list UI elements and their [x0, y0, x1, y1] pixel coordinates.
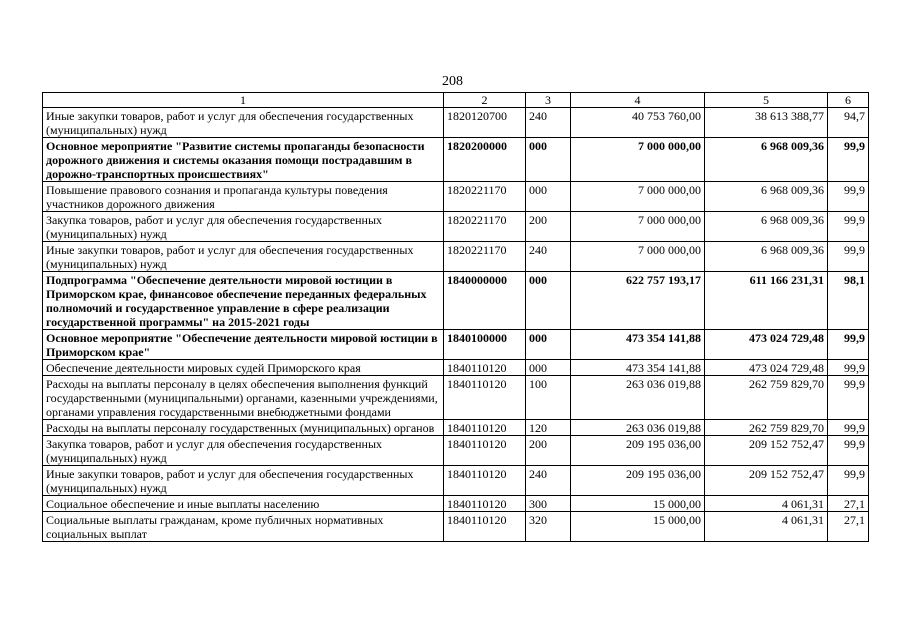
table-row — [43, 272, 869, 330]
row-target-code: 1820221170 — [444, 242, 526, 272]
row-target-code: 1840110120 — [444, 436, 526, 466]
row-expense-type: 200 — [526, 212, 571, 242]
row-execution-percent: 99,9 — [828, 436, 869, 466]
row-target-code: 1820120700 — [444, 108, 526, 138]
row-expense-type: 200 — [526, 436, 571, 466]
table-row — [43, 376, 869, 420]
row-execution-percent: 99,9 — [828, 330, 869, 360]
row-execution-percent: 99,9 — [828, 360, 869, 376]
row-description: Социальное обеспечение и иные выплаты населению — [43, 496, 444, 512]
column-header: 5 — [705, 93, 828, 108]
row-target-code: 1840110120 — [444, 420, 526, 436]
row-description: Обеспечение деятельности мировых судей Приморского края — [43, 360, 444, 376]
row-actual-amount: 4 061,31 — [705, 496, 828, 512]
row-expense-type: 100 — [526, 376, 571, 420]
budget-table — [42, 92, 869, 542]
row-actual-amount: 209 152 752,47 — [705, 466, 828, 496]
table-header — [43, 93, 869, 108]
table-row — [43, 108, 869, 138]
row-planned-amount: 7 000 000,00 — [571, 182, 705, 212]
column-header: 1 — [43, 93, 444, 108]
row-planned-amount: 622 757 193,17 — [571, 272, 705, 330]
header-row — [43, 93, 869, 108]
row-description: Иные закупки товаров, работ и услуг для обеспечения государственных (муниципальных) нужд — [43, 242, 444, 272]
table-body — [43, 108, 869, 542]
column-header: 3 — [526, 93, 571, 108]
row-execution-percent: 99,9 — [828, 376, 869, 420]
row-execution-percent: 99,9 — [828, 212, 869, 242]
column-header: 4 — [571, 93, 705, 108]
row-actual-amount: 473 024 729,48 — [705, 330, 828, 360]
row-execution-percent: 99,9 — [828, 182, 869, 212]
row-expense-type: 120 — [526, 420, 571, 436]
row-actual-amount: 473 024 729,48 — [705, 360, 828, 376]
row-description: Закупка товаров, работ и услуг для обеспечения государственных (муниципальных) нужд — [43, 212, 444, 242]
row-target-code: 1840000000 — [444, 272, 526, 330]
row-planned-amount: 40 753 760,00 — [571, 108, 705, 138]
row-description: Основное мероприятие "Развитие системы пропаганды безопасности дорожного движения и системы оказания помощи пострадавшим в дорожно-транспортных происшествиях" — [43, 138, 444, 182]
row-actual-amount: 262 759 829,70 — [705, 376, 828, 420]
row-planned-amount: 263 036 019,88 — [571, 376, 705, 420]
row-target-code: 1840110120 — [444, 376, 526, 420]
row-planned-amount: 473 354 141,88 — [571, 330, 705, 360]
row-target-code: 1820200000 — [444, 138, 526, 182]
row-description: Социальные выплаты гражданам, кроме публичных нормативных социальных выплат — [43, 512, 444, 542]
row-execution-percent: 99,9 — [828, 466, 869, 496]
row-expense-type: 320 — [526, 512, 571, 542]
row-description: Расходы на выплаты персоналу государственных (муниципальных) органов — [43, 420, 444, 436]
row-expense-type: 240 — [526, 466, 571, 496]
row-actual-amount: 262 759 829,70 — [705, 420, 828, 436]
table-row — [43, 242, 869, 272]
row-description: Подпрограмма "Обеспечение деятельности мировой юстиции в Приморском крае, финансовое обеспечение переданных федеральных полномочий и государственное управление в сфере реализации государственной программы" на 2015-2021 годы — [43, 272, 444, 330]
row-expense-type: 000 — [526, 272, 571, 330]
row-target-code: 1840100000 — [444, 330, 526, 360]
row-execution-percent: 99,9 — [828, 242, 869, 272]
row-actual-amount: 6 968 009,36 — [705, 242, 828, 272]
row-description: Основное мероприятие "Обеспечение деятельности мировой юстиции в Приморском крае" — [43, 330, 444, 360]
row-expense-type: 240 — [526, 242, 571, 272]
row-actual-amount: 209 152 752,47 — [705, 436, 828, 466]
row-actual-amount: 6 968 009,36 — [705, 138, 828, 182]
table-row — [43, 182, 869, 212]
row-execution-percent: 99,9 — [828, 138, 869, 182]
page-number: 208 — [442, 74, 463, 89]
row-actual-amount: 4 061,31 — [705, 512, 828, 542]
row-planned-amount: 7 000 000,00 — [571, 242, 705, 272]
row-target-code: 1840110120 — [444, 496, 526, 512]
table-row — [43, 212, 869, 242]
row-planned-amount: 263 036 019,88 — [571, 420, 705, 436]
row-target-code: 1840110120 — [444, 360, 526, 376]
row-actual-amount: 6 968 009,36 — [705, 182, 828, 212]
table-row — [43, 360, 869, 376]
row-expense-type: 000 — [526, 360, 571, 376]
column-header: 2 — [444, 93, 526, 108]
row-actual-amount: 38 613 388,77 — [705, 108, 828, 138]
table-row — [43, 330, 869, 360]
row-expense-type: 300 — [526, 496, 571, 512]
row-planned-amount: 7 000 000,00 — [571, 212, 705, 242]
row-execution-percent: 98,1 — [828, 272, 869, 330]
row-expense-type: 000 — [526, 330, 571, 360]
row-target-code: 1840110120 — [444, 512, 526, 542]
table-row — [43, 420, 869, 436]
row-planned-amount: 209 195 036,00 — [571, 466, 705, 496]
table-row — [43, 496, 869, 512]
table-row — [43, 512, 869, 542]
row-planned-amount: 15 000,00 — [571, 512, 705, 542]
row-planned-amount: 209 195 036,00 — [571, 436, 705, 466]
row-expense-type: 000 — [526, 138, 571, 182]
row-description: Иные закупки товаров, работ и услуг для обеспечения государственных (муниципальных) нужд — [43, 108, 444, 138]
row-execution-percent: 27,1 — [828, 496, 869, 512]
row-description: Закупка товаров, работ и услуг для обеспечения государственных (муниципальных) нужд — [43, 436, 444, 466]
row-expense-type: 240 — [526, 108, 571, 138]
row-execution-percent: 94,7 — [828, 108, 869, 138]
row-target-code: 1820221170 — [444, 212, 526, 242]
row-target-code: 1820221170 — [444, 182, 526, 212]
table-row — [43, 138, 869, 182]
row-planned-amount: 473 354 141,88 — [571, 360, 705, 376]
row-expense-type: 000 — [526, 182, 571, 212]
row-target-code: 1840110120 — [444, 466, 526, 496]
row-execution-percent: 99,9 — [828, 420, 869, 436]
row-description: Расходы на выплаты персоналу в целях обеспечения выполнения функций государственными (муниципальными) органами, казенными учреждениями, органами управления государственными внебюджетными фондами — [43, 376, 444, 420]
row-planned-amount: 7 000 000,00 — [571, 138, 705, 182]
table-row — [43, 466, 869, 496]
row-description: Иные закупки товаров, работ и услуг для обеспечения государственных (муниципальных) нужд — [43, 466, 444, 496]
column-header: 6 — [828, 93, 869, 108]
table-row — [43, 436, 869, 466]
row-actual-amount: 611 166 231,31 — [705, 272, 828, 330]
row-actual-amount: 6 968 009,36 — [705, 212, 828, 242]
row-description: Повышение правового сознания и пропаганда культуры поведения участников дорожного движения — [43, 182, 444, 212]
row-execution-percent: 27,1 — [828, 512, 869, 542]
row-planned-amount: 15 000,00 — [571, 496, 705, 512]
